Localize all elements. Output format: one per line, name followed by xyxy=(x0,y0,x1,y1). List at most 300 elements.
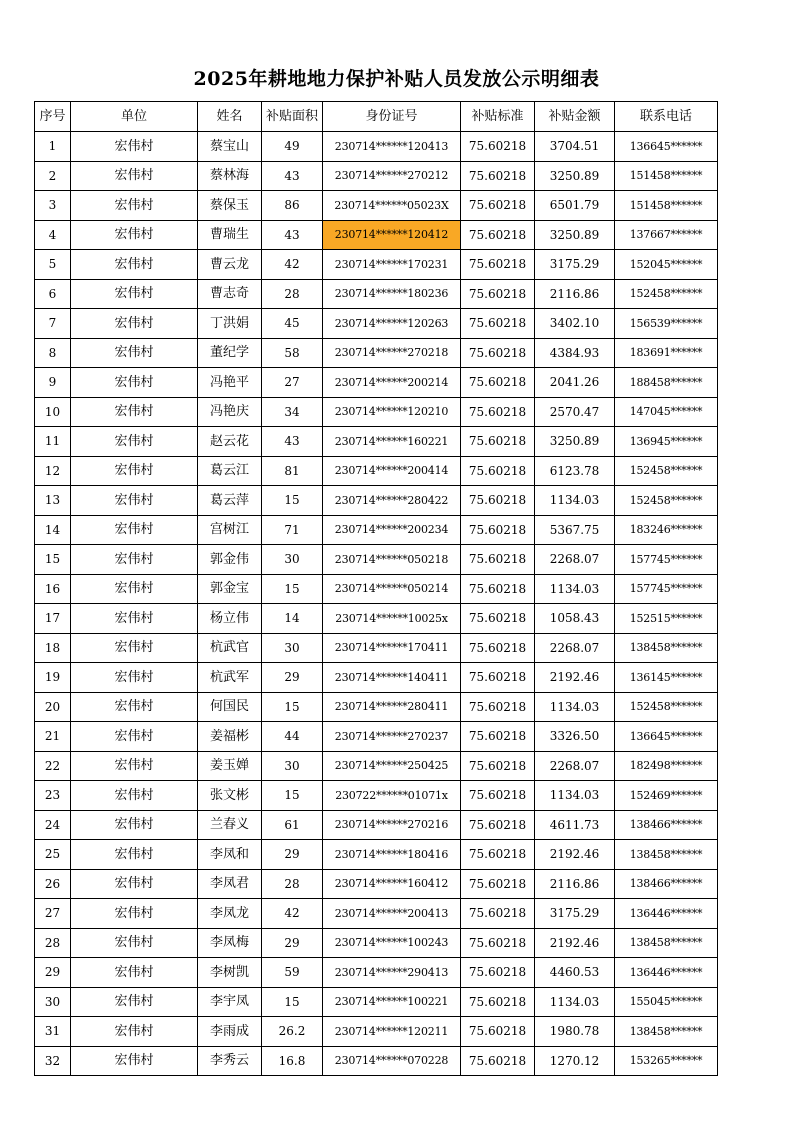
no-cell: 27 xyxy=(35,899,71,929)
rate-cell: 75.60218 xyxy=(461,279,535,309)
amount-cell: 1134.03 xyxy=(535,574,615,604)
table-row xyxy=(35,928,718,958)
header-cell-no: 序号 xyxy=(35,102,71,132)
area-cell: 42 xyxy=(262,899,323,929)
name-cell: 李宇凤 xyxy=(198,987,262,1017)
unit-cell: 宏伟村 xyxy=(71,633,198,663)
no-cell: 16 xyxy=(35,574,71,604)
amount-cell: 1270.12 xyxy=(535,1046,615,1076)
rate-cell: 75.60218 xyxy=(461,309,535,339)
id-cell: 230714******140411 xyxy=(323,663,461,693)
table-row xyxy=(35,899,718,929)
no-cell: 12 xyxy=(35,456,71,486)
phone-cell: 137667****** xyxy=(615,220,718,250)
phone-cell: 136645****** xyxy=(615,132,718,162)
name-cell: 曹瑞生 xyxy=(198,220,262,250)
phone-cell: 157745****** xyxy=(615,545,718,575)
no-cell: 31 xyxy=(35,1017,71,1047)
no-cell: 13 xyxy=(35,486,71,516)
no-cell: 24 xyxy=(35,810,71,840)
id-cell: 230714******160221 xyxy=(323,427,461,457)
rate-cell: 75.60218 xyxy=(461,781,535,811)
no-cell: 29 xyxy=(35,958,71,988)
id-cell: 230714******180416 xyxy=(323,840,461,870)
phone-cell: 136446****** xyxy=(615,958,718,988)
area-cell: 49 xyxy=(262,132,323,162)
name-cell: 宫树江 xyxy=(198,515,262,545)
id-cell: 230714******100243 xyxy=(323,928,461,958)
header-cell-name: 姓名 xyxy=(198,102,262,132)
id-cell: 230714******05023X xyxy=(323,191,461,221)
id-cell: 230714******200214 xyxy=(323,368,461,398)
name-cell: 姜玉婵 xyxy=(198,751,262,781)
no-cell: 30 xyxy=(35,987,71,1017)
amount-cell: 3250.89 xyxy=(535,220,615,250)
unit-cell: 宏伟村 xyxy=(71,368,198,398)
amount-cell: 1134.03 xyxy=(535,692,615,722)
rate-cell: 75.60218 xyxy=(461,987,535,1017)
unit-cell: 宏伟村 xyxy=(71,456,198,486)
no-cell: 25 xyxy=(35,840,71,870)
area-cell: 15 xyxy=(262,987,323,1017)
name-cell: 何国民 xyxy=(198,692,262,722)
name-cell: 李雨成 xyxy=(198,1017,262,1047)
name-cell: 李树凯 xyxy=(198,958,262,988)
phone-cell: 188458****** xyxy=(615,368,718,398)
header-cell-area: 补贴面积 xyxy=(262,102,323,132)
area-cell: 26.2 xyxy=(262,1017,323,1047)
area-cell: 16.8 xyxy=(262,1046,323,1076)
table-row xyxy=(35,840,718,870)
name-cell: 蔡林海 xyxy=(198,161,262,191)
unit-cell: 宏伟村 xyxy=(71,899,198,929)
amount-cell: 6123.78 xyxy=(535,456,615,486)
amount-cell: 2192.46 xyxy=(535,928,615,958)
no-cell: 22 xyxy=(35,751,71,781)
phone-cell: 152515****** xyxy=(615,604,718,634)
id-cell: 230714******120413 xyxy=(323,132,461,162)
area-cell: 28 xyxy=(262,869,323,899)
unit-cell: 宏伟村 xyxy=(71,840,198,870)
no-cell: 4 xyxy=(35,220,71,250)
phone-cell: 183246****** xyxy=(615,515,718,545)
unit-cell: 宏伟村 xyxy=(71,928,198,958)
rate-cell: 75.60218 xyxy=(461,250,535,280)
amount-cell: 1980.78 xyxy=(535,1017,615,1047)
unit-cell: 宏伟村 xyxy=(71,958,198,988)
unit-cell: 宏伟村 xyxy=(71,810,198,840)
table-row xyxy=(35,574,718,604)
area-cell: 45 xyxy=(262,309,323,339)
id-cell: 230714******170231 xyxy=(323,250,461,280)
area-cell: 29 xyxy=(262,663,323,693)
no-cell: 3 xyxy=(35,191,71,221)
unit-cell: 宏伟村 xyxy=(71,338,198,368)
name-cell: 郭金伟 xyxy=(198,545,262,575)
unit-cell: 宏伟村 xyxy=(71,781,198,811)
no-cell: 11 xyxy=(35,427,71,457)
area-cell: 43 xyxy=(262,161,323,191)
table-row xyxy=(35,220,718,250)
id-cell: 230714******050214 xyxy=(323,574,461,604)
phone-cell: 152469****** xyxy=(615,781,718,811)
id-cell: 230714******200234 xyxy=(323,515,461,545)
table-row xyxy=(35,161,718,191)
phone-cell: 138458****** xyxy=(615,928,718,958)
area-cell: 15 xyxy=(262,574,323,604)
area-cell: 15 xyxy=(262,486,323,516)
table-row xyxy=(35,279,718,309)
amount-cell: 2116.86 xyxy=(535,279,615,309)
name-cell: 李凤梅 xyxy=(198,928,262,958)
area-cell: 30 xyxy=(262,633,323,663)
no-cell: 8 xyxy=(35,338,71,368)
id-cell: 230714******050218 xyxy=(323,545,461,575)
rate-cell: 75.60218 xyxy=(461,486,535,516)
table-row xyxy=(35,869,718,899)
table-row xyxy=(35,604,718,634)
name-cell: 杭武官 xyxy=(198,633,262,663)
no-cell: 5 xyxy=(35,250,71,280)
id-cell: 230714******120210 xyxy=(323,397,461,427)
no-cell: 2 xyxy=(35,161,71,191)
area-cell: 42 xyxy=(262,250,323,280)
no-cell: 15 xyxy=(35,545,71,575)
phone-cell: 136945****** xyxy=(615,427,718,457)
phone-cell: 138466****** xyxy=(615,869,718,899)
no-cell: 7 xyxy=(35,309,71,339)
no-cell: 14 xyxy=(35,515,71,545)
header-cell-unit: 单位 xyxy=(71,102,198,132)
no-cell: 17 xyxy=(35,604,71,634)
name-cell: 杭武军 xyxy=(198,663,262,693)
amount-cell: 5367.75 xyxy=(535,515,615,545)
table-row xyxy=(35,1017,718,1047)
table-row xyxy=(35,545,718,575)
area-cell: 34 xyxy=(262,397,323,427)
amount-cell: 1058.43 xyxy=(535,604,615,634)
table-row xyxy=(35,486,718,516)
table-row xyxy=(35,338,718,368)
amount-cell: 4611.73 xyxy=(535,810,615,840)
table-row xyxy=(35,368,718,398)
area-cell: 61 xyxy=(262,810,323,840)
area-cell: 43 xyxy=(262,427,323,457)
amount-cell: 2192.46 xyxy=(535,840,615,870)
no-cell: 18 xyxy=(35,633,71,663)
rate-cell: 75.60218 xyxy=(461,722,535,752)
unit-cell: 宏伟村 xyxy=(71,250,198,280)
unit-cell: 宏伟村 xyxy=(71,545,198,575)
id-cell: 230722******01071x xyxy=(323,781,461,811)
id-cell: 230714******170411 xyxy=(323,633,461,663)
amount-cell: 3250.89 xyxy=(535,427,615,457)
phone-cell: 152458****** xyxy=(615,456,718,486)
no-cell: 19 xyxy=(35,663,71,693)
unit-cell: 宏伟村 xyxy=(71,515,198,545)
area-cell: 29 xyxy=(262,928,323,958)
unit-cell: 宏伟村 xyxy=(71,574,198,604)
area-cell: 58 xyxy=(262,338,323,368)
rate-cell: 75.60218 xyxy=(461,633,535,663)
rate-cell: 75.60218 xyxy=(461,1046,535,1076)
table-row xyxy=(35,987,718,1017)
amount-cell: 1134.03 xyxy=(535,781,615,811)
name-cell: 董纪学 xyxy=(198,338,262,368)
phone-cell: 152458****** xyxy=(615,692,718,722)
amount-cell: 2192.46 xyxy=(535,663,615,693)
phone-cell: 152045****** xyxy=(615,250,718,280)
no-cell: 26 xyxy=(35,869,71,899)
id-cell: 230714******270216 xyxy=(323,810,461,840)
phone-cell: 156539****** xyxy=(615,309,718,339)
rate-cell: 75.60218 xyxy=(461,899,535,929)
name-cell: 葛云萍 xyxy=(198,486,262,516)
phone-cell: 157745****** xyxy=(615,574,718,604)
phone-cell: 152458****** xyxy=(615,486,718,516)
phone-cell: 138458****** xyxy=(615,633,718,663)
area-cell: 15 xyxy=(262,692,323,722)
name-cell: 兰春义 xyxy=(198,810,262,840)
amount-cell: 6501.79 xyxy=(535,191,615,221)
unit-cell: 宏伟村 xyxy=(71,161,198,191)
area-cell: 71 xyxy=(262,515,323,545)
name-cell: 曹志奇 xyxy=(198,279,262,309)
area-cell: 86 xyxy=(262,191,323,221)
no-cell: 20 xyxy=(35,692,71,722)
table-row xyxy=(35,692,718,722)
amount-cell: 3175.29 xyxy=(535,899,615,929)
phone-cell: 152458****** xyxy=(615,279,718,309)
phone-cell: 147045****** xyxy=(615,397,718,427)
id-cell: 230714******180236 xyxy=(323,279,461,309)
name-cell: 李秀云 xyxy=(198,1046,262,1076)
area-cell: 15 xyxy=(262,781,323,811)
rate-cell: 75.60218 xyxy=(461,161,535,191)
unit-cell: 宏伟村 xyxy=(71,722,198,752)
table-row xyxy=(35,633,718,663)
id-cell: 230714******250425 xyxy=(323,751,461,781)
no-cell: 28 xyxy=(35,928,71,958)
amount-cell: 2268.07 xyxy=(535,633,615,663)
phone-cell: 183691****** xyxy=(615,338,718,368)
table-row xyxy=(35,427,718,457)
unit-cell: 宏伟村 xyxy=(71,191,198,221)
table-row xyxy=(35,397,718,427)
area-cell: 44 xyxy=(262,722,323,752)
unit-cell: 宏伟村 xyxy=(71,663,198,693)
amount-cell: 4384.93 xyxy=(535,338,615,368)
name-cell: 李凤龙 xyxy=(198,899,262,929)
table-header-row xyxy=(35,102,718,132)
area-cell: 43 xyxy=(262,220,323,250)
unit-cell: 宏伟村 xyxy=(71,1046,198,1076)
unit-cell: 宏伟村 xyxy=(71,987,198,1017)
id-cell: 230714******120263 xyxy=(323,309,461,339)
name-cell: 蔡宝山 xyxy=(198,132,262,162)
no-cell: 32 xyxy=(35,1046,71,1076)
table-row xyxy=(35,132,718,162)
rate-cell: 75.60218 xyxy=(461,958,535,988)
unit-cell: 宏伟村 xyxy=(71,132,198,162)
amount-cell: 2041.26 xyxy=(535,368,615,398)
amount-cell: 2268.07 xyxy=(535,751,615,781)
amount-cell: 3704.51 xyxy=(535,132,615,162)
rate-cell: 75.60218 xyxy=(461,397,535,427)
phone-cell: 151458****** xyxy=(615,191,718,221)
phone-cell: 151458****** xyxy=(615,161,718,191)
name-cell: 姜福彬 xyxy=(198,722,262,752)
table-body xyxy=(35,132,718,1076)
id-cell: 230714******270218 xyxy=(323,338,461,368)
id-cell: 230714******100221 xyxy=(323,987,461,1017)
area-cell: 14 xyxy=(262,604,323,634)
no-cell: 10 xyxy=(35,397,71,427)
page-title: 2025年耕地地力保护补贴人员发放公示明细表 xyxy=(193,68,600,90)
table-row xyxy=(35,751,718,781)
amount-cell: 3326.50 xyxy=(535,722,615,752)
name-cell: 葛云江 xyxy=(198,456,262,486)
name-cell: 杨立伟 xyxy=(198,604,262,634)
no-cell: 1 xyxy=(35,132,71,162)
amount-cell: 2116.86 xyxy=(535,869,615,899)
phone-cell: 182498****** xyxy=(615,751,718,781)
name-cell: 冯艳平 xyxy=(198,368,262,398)
header-cell-phone: 联系电话 xyxy=(615,102,718,132)
table-row xyxy=(35,191,718,221)
header-cell-id: 身份证号 xyxy=(323,102,461,132)
amount-cell: 2268.07 xyxy=(535,545,615,575)
unit-cell: 宏伟村 xyxy=(71,486,198,516)
rate-cell: 75.60218 xyxy=(461,427,535,457)
unit-cell: 宏伟村 xyxy=(71,427,198,457)
rate-cell: 75.60218 xyxy=(461,338,535,368)
name-cell: 郭金宝 xyxy=(198,574,262,604)
area-cell: 28 xyxy=(262,279,323,309)
unit-cell: 宏伟村 xyxy=(71,869,198,899)
phone-cell: 136145****** xyxy=(615,663,718,693)
id-cell: 230714******280422 xyxy=(323,486,461,516)
id-cell: 230714******280411 xyxy=(323,692,461,722)
rate-cell: 75.60218 xyxy=(461,545,535,575)
unit-cell: 宏伟村 xyxy=(71,751,198,781)
name-cell: 李凤君 xyxy=(198,869,262,899)
id-cell: 230714******160412 xyxy=(323,869,461,899)
id-cell: 230714******270237 xyxy=(323,722,461,752)
area-cell: 30 xyxy=(262,545,323,575)
amount-cell: 3175.29 xyxy=(535,250,615,280)
phone-cell: 136645****** xyxy=(615,722,718,752)
no-cell: 23 xyxy=(35,781,71,811)
phone-cell: 153265****** xyxy=(615,1046,718,1076)
rate-cell: 75.60218 xyxy=(461,604,535,634)
no-cell: 21 xyxy=(35,722,71,752)
rate-cell: 75.60218 xyxy=(461,1017,535,1047)
name-cell: 蔡保玉 xyxy=(198,191,262,221)
area-cell: 29 xyxy=(262,840,323,870)
rate-cell: 75.60218 xyxy=(461,456,535,486)
unit-cell: 宏伟村 xyxy=(71,692,198,722)
header-cell-amount: 补贴金额 xyxy=(535,102,615,132)
unit-cell: 宏伟村 xyxy=(71,604,198,634)
table-row xyxy=(35,722,718,752)
name-cell: 张文彬 xyxy=(198,781,262,811)
phone-cell: 155045****** xyxy=(615,987,718,1017)
table-row xyxy=(35,958,718,988)
rate-cell: 75.60218 xyxy=(461,869,535,899)
id-cell: 230714******200414 xyxy=(323,456,461,486)
subsidy-table xyxy=(34,101,718,1076)
header-cell-rate: 补贴标准 xyxy=(461,102,535,132)
table-row xyxy=(35,663,718,693)
rate-cell: 75.60218 xyxy=(461,220,535,250)
rate-cell: 75.60218 xyxy=(461,663,535,693)
rate-cell: 75.60218 xyxy=(461,368,535,398)
unit-cell: 宏伟村 xyxy=(71,397,198,427)
name-cell: 冯艳庆 xyxy=(198,397,262,427)
rate-cell: 75.60218 xyxy=(461,515,535,545)
table-row xyxy=(35,456,718,486)
id-cell: 230714******120211 xyxy=(323,1017,461,1047)
no-cell: 9 xyxy=(35,368,71,398)
name-cell: 曹云龙 xyxy=(198,250,262,280)
phone-cell: 138458****** xyxy=(615,840,718,870)
amount-cell: 2570.47 xyxy=(535,397,615,427)
name-cell: 赵云花 xyxy=(198,427,262,457)
unit-cell: 宏伟村 xyxy=(71,279,198,309)
rate-cell: 75.60218 xyxy=(461,132,535,162)
rate-cell: 75.60218 xyxy=(461,810,535,840)
table-row xyxy=(35,1046,718,1076)
name-cell: 李凤和 xyxy=(198,840,262,870)
no-cell: 6 xyxy=(35,279,71,309)
amount-cell: 1134.03 xyxy=(535,486,615,516)
id-cell: 230714******270212 xyxy=(323,161,461,191)
table-row xyxy=(35,250,718,280)
id-cell: 230714******10025x xyxy=(323,604,461,634)
amount-cell: 3250.89 xyxy=(535,161,615,191)
area-cell: 27 xyxy=(262,368,323,398)
table-row xyxy=(35,781,718,811)
id-cell: 230714******070228 xyxy=(323,1046,461,1076)
area-cell: 30 xyxy=(262,751,323,781)
id-cell: 230714******120412 xyxy=(323,220,461,250)
amount-cell: 1134.03 xyxy=(535,987,615,1017)
phone-cell: 138466****** xyxy=(615,810,718,840)
name-cell: 丁洪娟 xyxy=(198,309,262,339)
table-row xyxy=(35,515,718,545)
table-row xyxy=(35,810,718,840)
table-row xyxy=(35,309,718,339)
rate-cell: 75.60218 xyxy=(461,692,535,722)
id-cell: 230714******290413 xyxy=(323,958,461,988)
rate-cell: 75.60218 xyxy=(461,191,535,221)
rate-cell: 75.60218 xyxy=(461,751,535,781)
unit-cell: 宏伟村 xyxy=(71,1017,198,1047)
rate-cell: 75.60218 xyxy=(461,840,535,870)
id-cell: 230714******200413 xyxy=(323,899,461,929)
phone-cell: 138458****** xyxy=(615,1017,718,1047)
rate-cell: 75.60218 xyxy=(461,928,535,958)
phone-cell: 136446****** xyxy=(615,899,718,929)
amount-cell: 4460.53 xyxy=(535,958,615,988)
rate-cell: 75.60218 xyxy=(461,574,535,604)
amount-cell: 3402.10 xyxy=(535,309,615,339)
area-cell: 81 xyxy=(262,456,323,486)
unit-cell: 宏伟村 xyxy=(71,220,198,250)
area-cell: 59 xyxy=(262,958,323,988)
unit-cell: 宏伟村 xyxy=(71,309,198,339)
